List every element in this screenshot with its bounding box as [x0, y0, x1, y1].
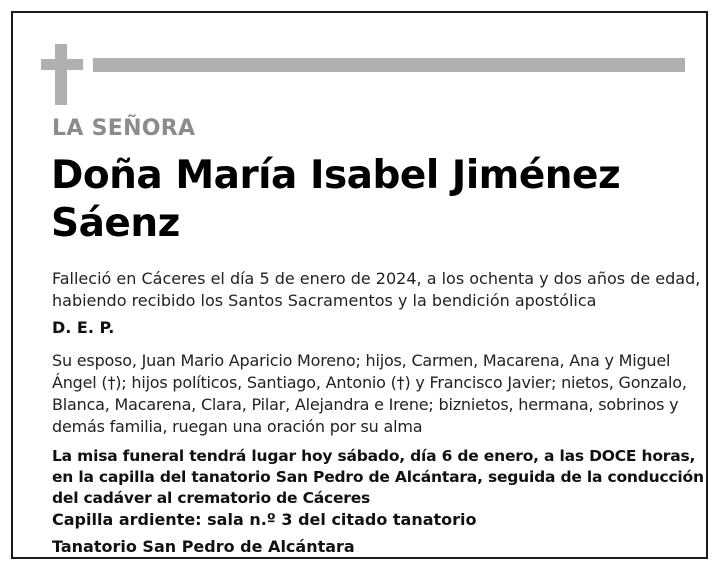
- funeral-home-name: Tanatorio San Pedro de Alcántara: [52, 537, 355, 556]
- header-rule: [93, 58, 685, 72]
- rip-text: D. E. P.: [52, 318, 115, 337]
- deceased-name: Doña María Isabel Jiménez Sáenz: [51, 153, 621, 246]
- honorific-label: LA SEÑORA: [52, 116, 196, 141]
- cross-vertical-bar: [55, 44, 67, 105]
- death-announcement: Falleció en Cáceres el día 5 de enero de 2024, a los ochenta y dos años de edad, habiendo recibido los Santos Sacramentos y la bendición apostólica: [52, 269, 701, 310]
- obituary-frame: [11, 11, 708, 559]
- cross-horizontal-bar: [41, 59, 83, 70]
- chapel-info: Capilla ardiente: sala n.º 3 del citado tanatorio: [52, 510, 477, 529]
- family-text: Su esposo, Juan Mario Aparicio Moreno; hijos, Carmen, Macarena, Ana y Miguel Ángel (†); hijos políticos, Santiago, Antonio (†) y Francisco Javier; nietos, Gonzalo, Blanca, Macarena, Clara, Pilar, Alejandra e Irene; biznietos, hermana, sobrinos y demás familia, ruegan una oración por su alma: [52, 351, 687, 436]
- funeral-details: La misa funeral tendrá lugar hoy sábado, día 6 de enero, a las DOCE horas, en la capilla del tanatorio San Pedro de Alcántara, seguida de la conducción del cadáver al crematorio de Cáceres: [52, 447, 704, 507]
